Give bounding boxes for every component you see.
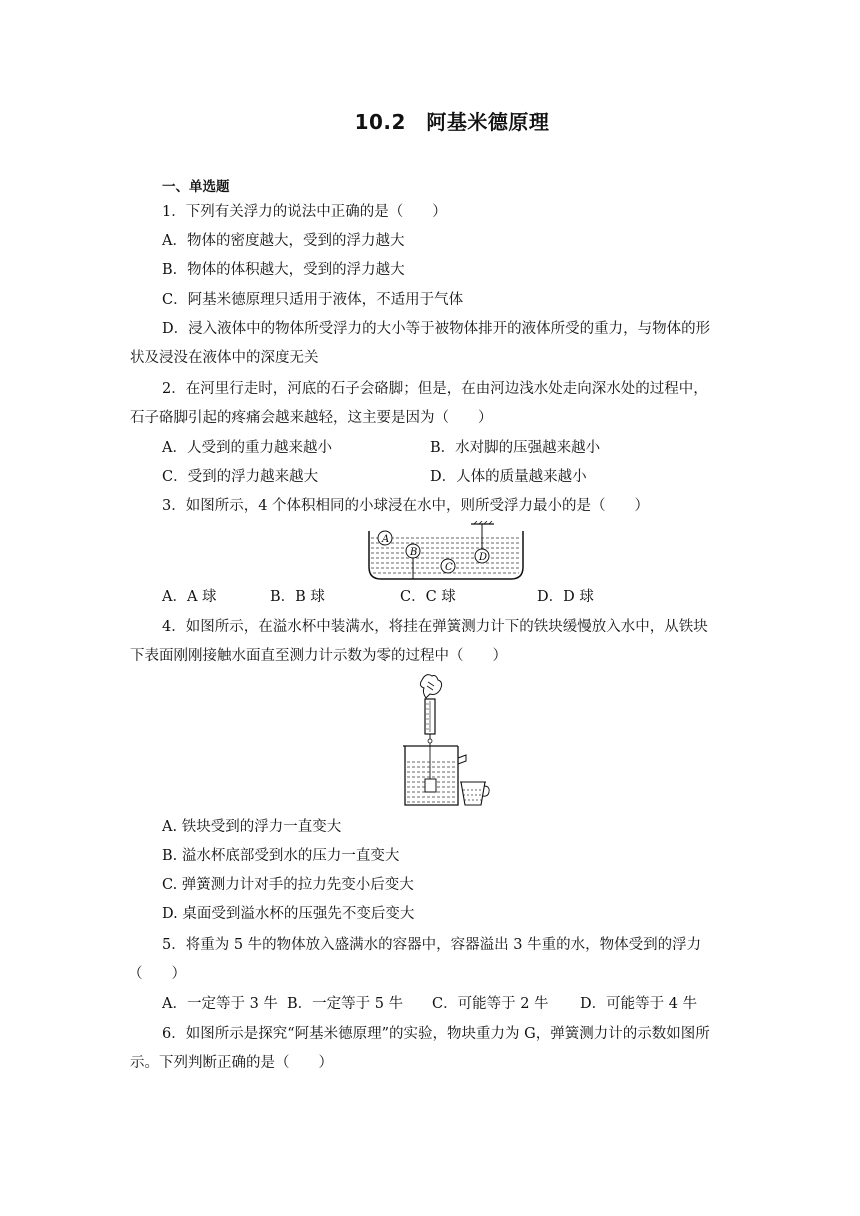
question-4-option-a: A. 铁块受到的浮力一直变大 (162, 819, 342, 835)
question-4-figure-overflow-cup (400, 672, 492, 810)
question-5-stem-line2: （ ） (128, 966, 186, 982)
question-5-option-c: C．可能等于 2 牛 (432, 996, 549, 1012)
question-1-option-c: C．阿基米德原理只适用于液体，不适用于气体 (162, 292, 464, 308)
question-6-stem-line1: 6．如图所示是探究“阿基米德原理”的实验，物块重力为 G，弹簧测力计的示数如图所 (162, 1026, 710, 1042)
question-2-option-b: B．水对脚的压强越来越小 (430, 440, 601, 456)
ball-label-d: D (479, 552, 488, 563)
section-heading: 一、单选题 (162, 179, 230, 195)
question-1-stem: 1．下列有关浮力的说法中正确的是（ ） (162, 204, 447, 220)
ball-label-c: C (445, 562, 453, 573)
question-2-option-c: C．受到的浮力越来越大 (162, 469, 319, 485)
question-5-option-d: D．可能等于 4 牛 (580, 996, 698, 1012)
question-4-option-c: C. 弹簧测力计对手的拉力先变小后变大 (162, 877, 414, 893)
question-1-option-a: A．物体的密度越大，受到的浮力越大 (162, 233, 405, 249)
question-4-option-b: B. 溢水杯底部受到水的压力一直变大 (162, 848, 400, 864)
question-2-option-d: D．人体的质量越来越小 (430, 469, 587, 485)
question-4-stem-line1: 4．如图所示，在溢水杯中装满水，将挂在弹簧测力计下的铁块缓慢放入水中，从铁块 (162, 619, 708, 635)
question-5-stem-line1: 5．将重为 5 牛的物体放入盛满水的容器中，容器溢出 3 牛重的水，物体受到的浮力 (162, 937, 702, 953)
question-2-stem-line2: 石子硌脚引起的疼痛会越来越轻，这主要是因为（ ） (130, 410, 493, 426)
question-2-stem-line1: 2．在河里行走时，河底的石子会硌脚；但是，在由河边浅水处走向深水处的过程中， (162, 381, 708, 397)
question-1-option-d-line2: 状及浸没在液体中的深度无关 (130, 350, 319, 366)
question-2-option-a: A．人受到的重力越来越小 (162, 440, 332, 456)
question-1-option-d-line1: D．浸入液体中的物体所受浮力的大小等于被物体排开的液体所受的重力，与物体的形 (162, 321, 711, 337)
question-4-stem-line2: 下表面刚刚接触水面直至测力计示数为零的过程中（ ） (130, 648, 507, 664)
ball-label-b: B (410, 547, 418, 558)
question-5-option-b: B．一定等于 5 牛 (287, 996, 404, 1012)
question-3-option-c: C．C 球 (400, 589, 456, 605)
question-3-option-b: B．B 球 (270, 589, 325, 605)
question-4-option-d: D. 桌面受到溢水杯的压强先不变后变大 (162, 906, 415, 922)
page-title: 10.2 阿基米德原理 (354, 110, 550, 134)
question-1-option-b: B．物体的体积越大，受到的浮力越大 (162, 262, 405, 278)
question-6-stem-line2: 示。下列判断正确的是（ ） (130, 1055, 333, 1071)
question-3-option-d: D．D 球 (537, 589, 594, 605)
question-3-figure-tank (366, 521, 526, 583)
ball-label-a: A (382, 534, 390, 545)
question-3-stem: 3．如图所示，4 个体积相同的小球浸在水中，则所受浮力最小的是（ ） (162, 498, 650, 514)
question-5-option-a: A．一定等于 3 牛 (162, 996, 278, 1012)
question-3-option-a: A．A 球 (162, 589, 217, 605)
